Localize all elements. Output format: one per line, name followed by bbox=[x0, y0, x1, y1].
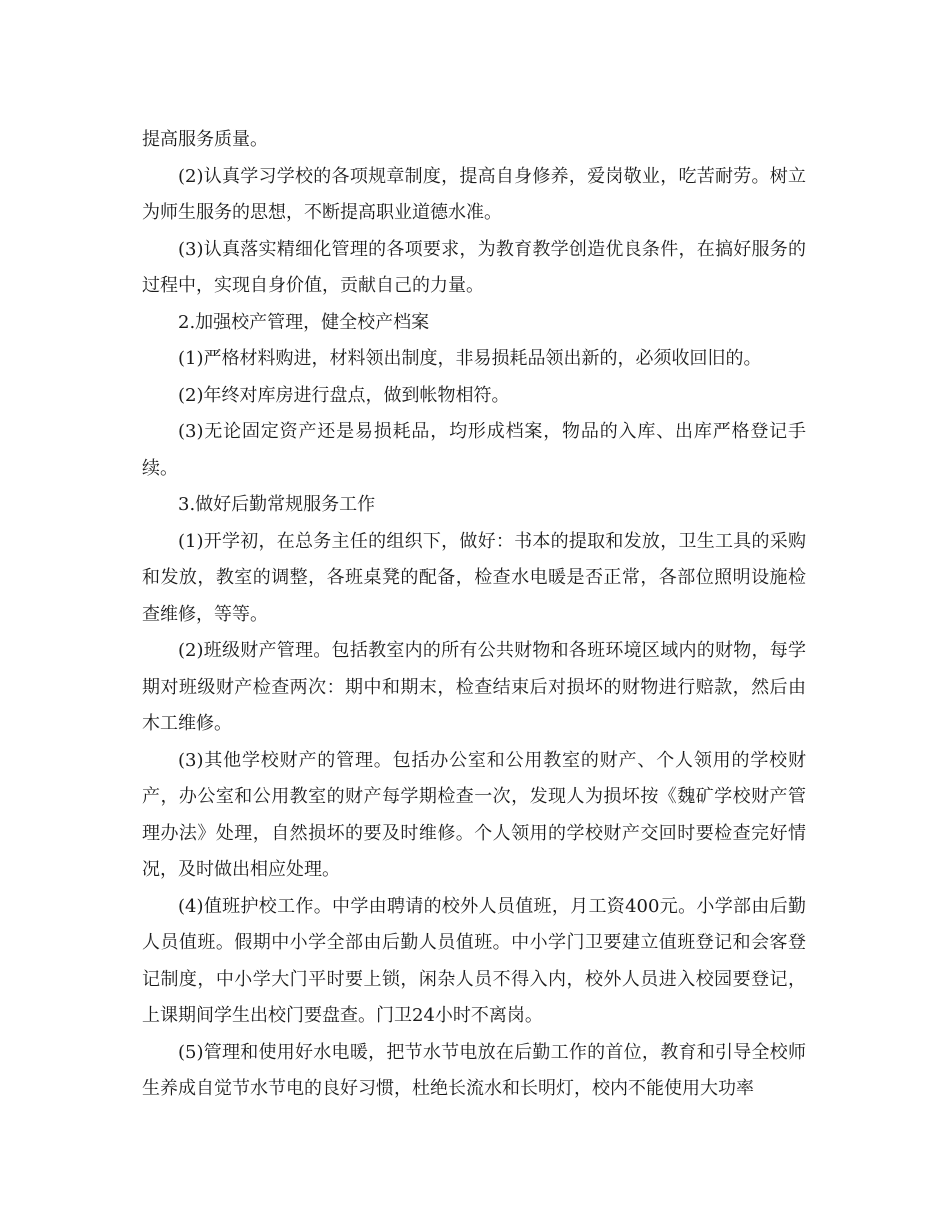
document-body bbox=[142, 122, 806, 1108]
paragraph-11: (3)其他学校财产的管理。包括办公室和公用教室的财产、个人领用的学校财产，办公室和公用教室的财产每学期检查一次，发现人为损坏按《魏矿学校财产管理办法》处理，自然损坏的要及时维修。个人领用的学校财产交回时要检查完好情况，及时做出相应处理。 bbox=[142, 749, 806, 880]
paragraph-3: (3)认真落实精细化管理的各项要求，为教育教学创造优良条件，在搞好服务的过程中，实现自身价值，贡献自己的力量。 bbox=[142, 238, 806, 296]
paragraph-6: (2)年终对库房进行盘点，做到帐物相符。 bbox=[178, 384, 510, 406]
paragraph-13: (5)管理和使用好水电暖，把节水节电放在后勤工作的首位，教育和引导全校师生养成自觉节水节电的良好习惯，杜绝长流水和长明灯，校内不能使用大功率 bbox=[142, 1041, 806, 1099]
section-heading-2: 2.加强校产管理，健全校产档案 bbox=[178, 311, 430, 333]
paragraph-5: (1)严格材料购进，材料领出制度，非易损耗品领出新的，必须收回旧的。 bbox=[178, 348, 762, 369]
paragraph-2: (2)认真学习学校的各项规章制度，提高自身修养，爱岗敬业，吃苦耐劳。树立为师生服务的思想，不断提高职业道德水准。 bbox=[142, 165, 806, 223]
paragraph-12: (4)值班护校工作。中学由聘请的校外人员值班，月工资400元。小学部由后勤人员值班。假期中小学全部由后勤人员值班。中小学门卫要建立值班登记和会客登记制度，中小学大门平时要上锁，闲杂人员不得入内，校外人员进入校园要登记，上课期间学生出校门要盘查。门卫24小时不离岗。 bbox=[142, 895, 806, 1026]
paragraph-7: (3)无论固定资产还是易损耗品，均形成档案，物品的入库、出库严格登记手续。 bbox=[142, 421, 806, 479]
paragraph-9: (1)开学初，在总务主任的组织下，做好：书本的提取和发放，卫生工具的采购和发放，教室的调整，各班桌凳的配备，检查水电暖是否正常，各部位照明设施检查维修，等等。 bbox=[142, 530, 806, 625]
section-heading-3: 3.做好后勤常规服务工作 bbox=[178, 494, 376, 515]
paragraph-1: 提高服务质量。 bbox=[142, 129, 268, 150]
paragraph-10: (2)班级财产管理。包括教室内的所有公共财物和各班环境区域内的财物，每学期对班级财产检查两次：期中和期末，检查结束后对损坏的财物进行赔款，然后由木工维修。 bbox=[142, 640, 806, 734]
